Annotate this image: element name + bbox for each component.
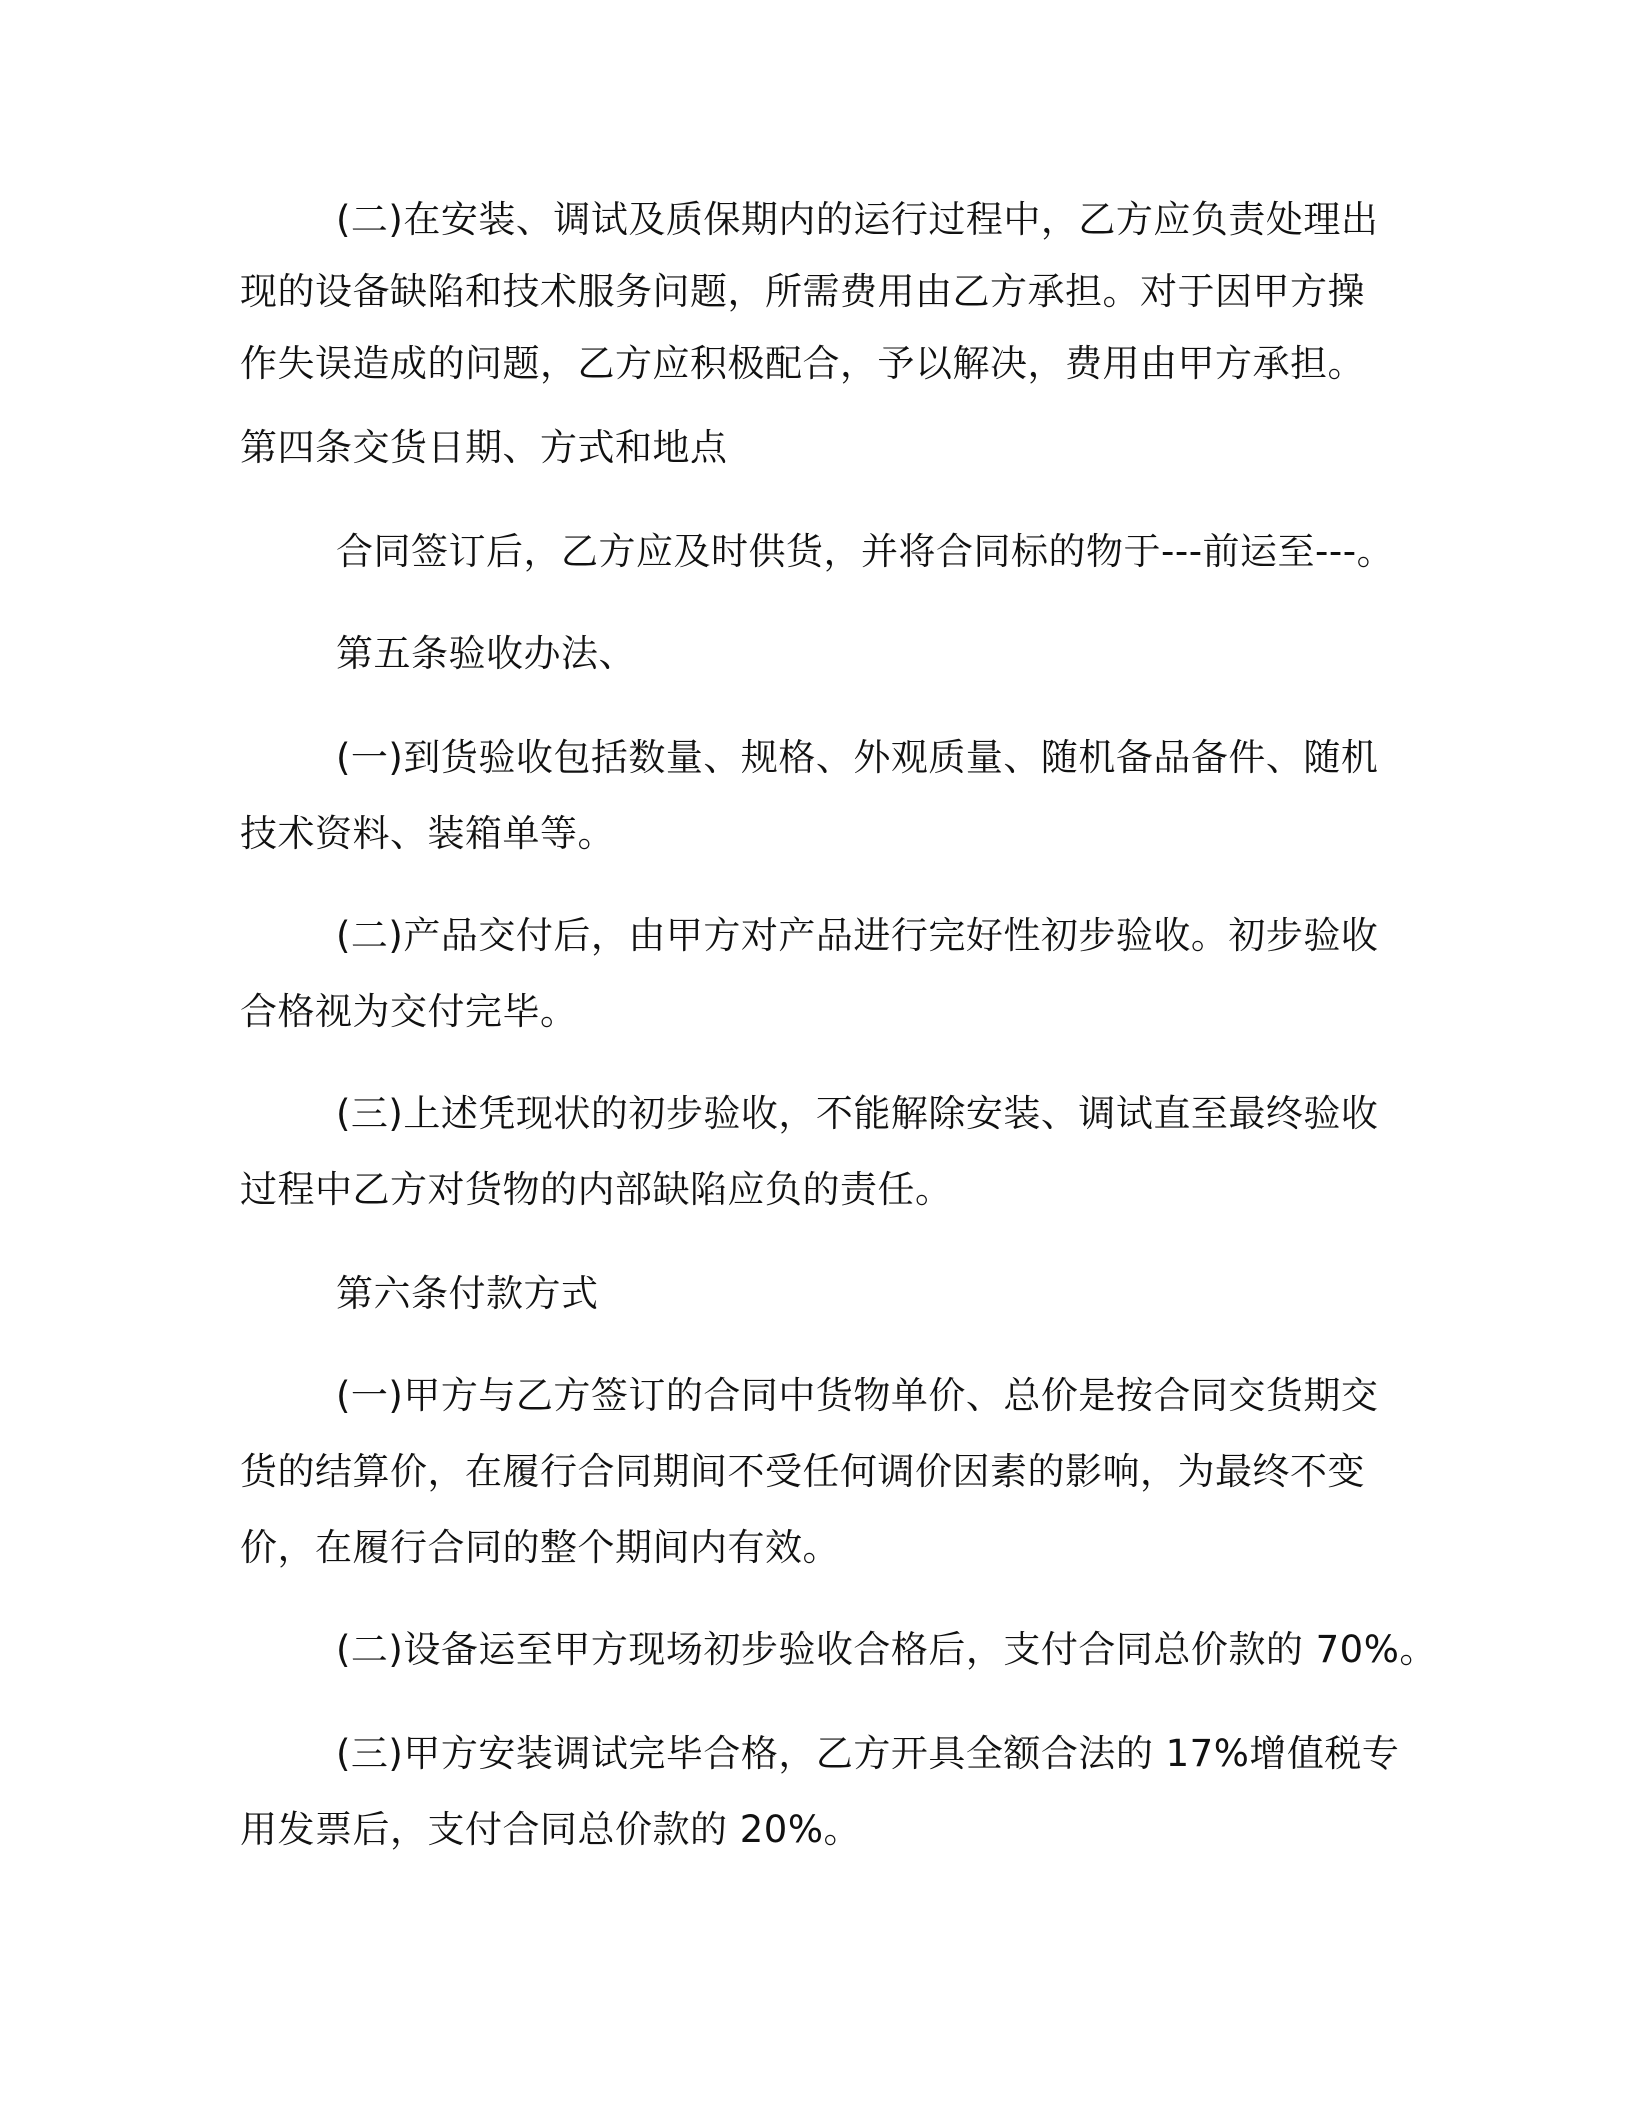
article-5-heading: 第五条验收办法、 <box>336 632 636 675</box>
article-4-body: 合同签订后，乙方应及时供货，并将合同标的物于---前运至---。 <box>336 530 1395 573</box>
clause-6-1-line-2: 货的结算价，在履行合同期间不受任何调价因素的影响，为最终不变 <box>240 1450 1365 1493</box>
clause-5-2-line-2: 合格视为交付完毕。 <box>240 990 578 1033</box>
clause-3-2-line-2: 现的设备缺陷和技术服务问题，所需费用由乙方承担。对于因甲方操 <box>240 270 1365 313</box>
clause-3-2-line-3: 作失误造成的问题，乙方应积极配合，予以解决，费用由甲方承担。 <box>240 342 1365 385</box>
clause-6-1-line-1: (一)甲方与乙方签订的合同中货物单价、总价是按合同交货期交 <box>336 1374 1379 1417</box>
clause-5-3-line-2: 过程中乙方对货物的内部缺陷应负的责任。 <box>240 1168 953 1211</box>
clause-6-3-line-2: 用发票后，支付合同总价款的 20%。 <box>240 1808 861 1851</box>
clause-6-3-line-1: (三)甲方安装调试完毕合格，乙方开具全额合法的 17%增值税专 <box>336 1732 1400 1775</box>
clause-6-2: (二)设备运至甲方现场初步验收合格后，支付合同总价款的 70%。 <box>336 1628 1437 1671</box>
clause-6-1-line-3: 价，在履行合同的整个期间内有效。 <box>240 1526 840 1569</box>
article-6-heading: 第六条付款方式 <box>336 1272 599 1315</box>
clause-3-2-line-1: (二)在安装、调试及质保期内的运行过程中，乙方应负责处理出 <box>336 198 1379 241</box>
clause-5-3-line-1: (三)上述凭现状的初步验收，不能解除安装、调试直至最终验收 <box>336 1092 1379 1135</box>
article-4-heading: 第四条交货日期、方式和地点 <box>240 426 728 469</box>
clause-5-2-line-1: (二)产品交付后，由甲方对产品进行完好性初步验收。初步验收 <box>336 914 1379 957</box>
clause-5-1-line-1: (一)到货验收包括数量、规格、外观质量、随机备品备件、随机 <box>336 736 1379 779</box>
clause-5-1-line-2: 技术资料、装箱单等。 <box>240 812 615 855</box>
